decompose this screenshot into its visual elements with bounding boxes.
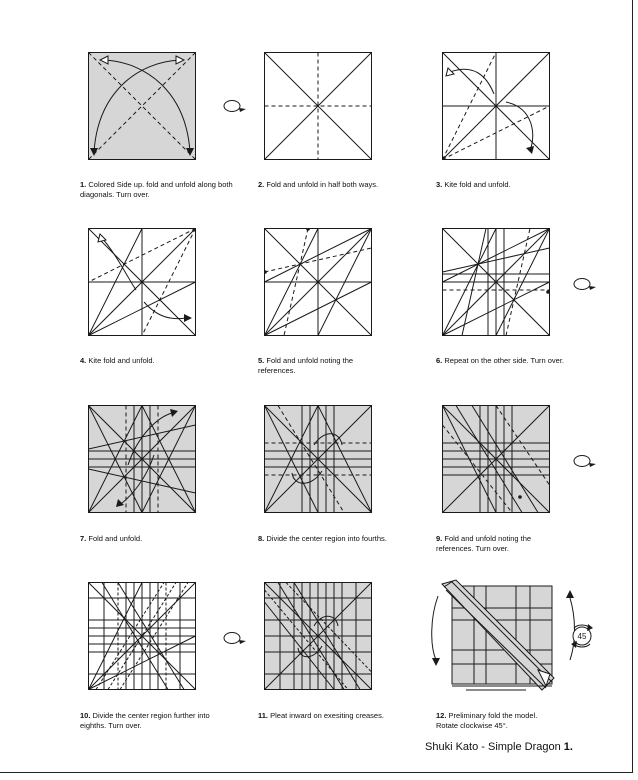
step-text: Pleat inward on exesiting creases. [270,711,384,720]
page-number: 1. [563,741,573,753]
step-text: Kite fold and unfold. [444,180,511,189]
diagram-step-5 [264,228,374,338]
step-caption-9 [436,534,556,554]
rotate-45-label: 45 [577,632,587,641]
diagram-step-4 [88,228,198,338]
step-text: Colored Side up. fold and unfold along both diagonals. Turn over. [80,180,233,199]
diagram-step-1 [88,52,198,162]
step-text: Fold and unfold noting the references. [258,356,354,375]
step-caption-1 [80,180,240,200]
turn-over-icon [220,630,246,646]
diagram-step-2 [264,52,374,162]
turn-over-icon [570,453,596,469]
step-caption-4 [80,356,240,366]
step-caption-2 [258,180,418,190]
step-number: 3. [436,180,443,189]
step-text: Fold and unfold noting the references. Turn over. [436,534,532,553]
step-number: 11. [258,711,269,720]
step-caption-11 [258,711,428,721]
step-number: 1. [80,180,87,189]
step-caption-7 [80,534,240,544]
step-caption-10 [80,711,220,731]
step-text: Divide the center region into fourths. [266,534,387,543]
step-caption-8 [258,534,428,544]
diagram-step-3 [442,52,552,162]
footer-title: Shuki Kato - Simple Dragon [425,741,564,753]
step-number: 7. [80,534,87,543]
diagram-step-7 [88,405,198,515]
diagram-step-6 [442,228,552,338]
step-caption-3 [436,180,596,190]
step-number: 12. [436,711,447,720]
step-text: Fold and unfold. [88,534,143,543]
step-text: Divide the center region further into eighths. Turn over. [80,711,210,730]
diagram-step-10 [88,582,198,692]
step-text: Repeat on the other side. Turn over. [444,356,565,365]
step-number: 9. [436,534,443,543]
step-caption-5 [258,356,378,376]
step-text: Preliminary fold the model. Rotate clockwise 45°. [436,711,538,730]
diagram-step-9 [442,405,552,515]
step-number: 6. [436,356,443,365]
step-number: 8. [258,534,265,543]
diagram-step-12 [426,578,600,698]
step-text: Kite fold and unfold. [88,356,155,365]
step-caption-12 [436,711,556,731]
step-number: 2. [258,180,265,189]
step-number: 5. [258,356,265,365]
step-number: 10. [80,711,91,720]
turn-over-icon [220,98,246,114]
page-footer [425,741,573,753]
step-text: Fold and unfold in half both ways. [266,180,379,189]
step-caption-6 [436,356,596,366]
turn-over-icon [570,276,596,292]
diagram-step-8 [264,405,374,515]
step-number: 4. [80,356,87,365]
diagram-step-11 [264,582,374,692]
